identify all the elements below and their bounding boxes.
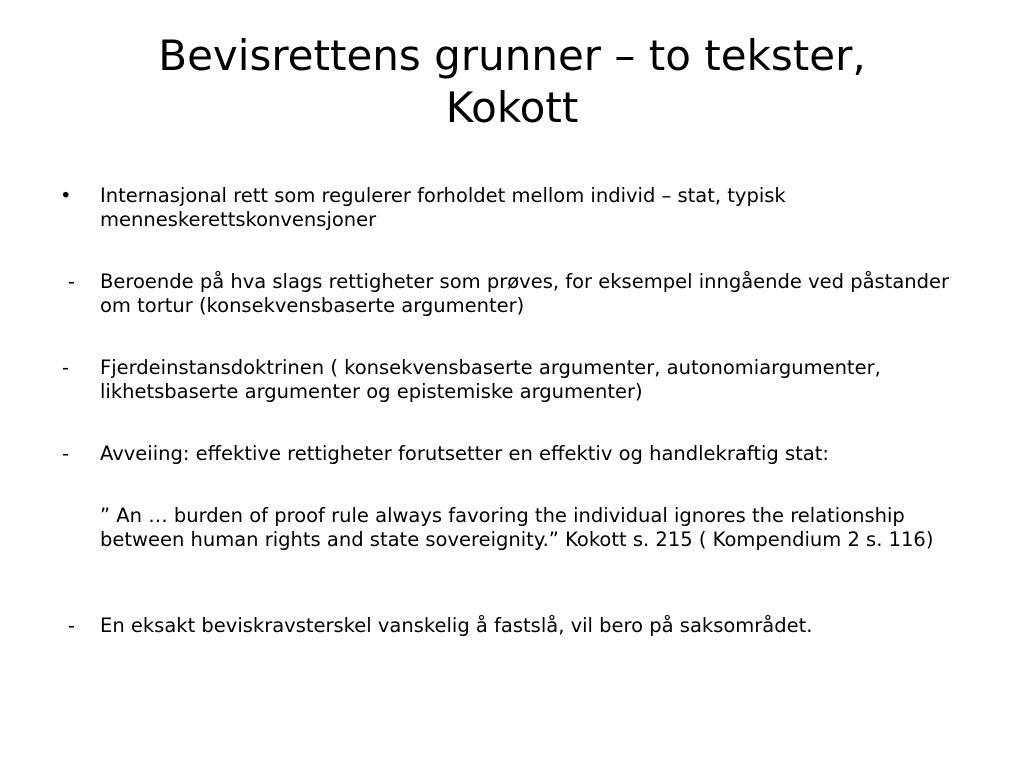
slide-title-line-2: Kokott xyxy=(445,83,579,132)
dash-marker: - xyxy=(62,356,70,379)
bullet-marker: • xyxy=(60,184,72,207)
bullet-item-international-law: Internasjonal rett som regulerer forholdet mellom individ – stat, typisk menneskerettskonvensjoner xyxy=(100,184,786,231)
slide-title-line-1: Bevisrettens grunner – to tekster, xyxy=(158,31,866,80)
dash-marker: - xyxy=(68,270,76,293)
dash-item-rights-tested: Beroende på hva slags rettigheter som prøves, for eksempel inngående ved påstander om tortur (konsekvensbaserte argumenter) xyxy=(100,270,950,317)
dash-item-balancing: Avveiing: effektive rettigheter forutsetter en effektiv og handlekraftig stat: xyxy=(100,442,829,465)
dash-item-fourth-instance-doctrine: Fjerdeinstansdoktrinen ( konsekvensbaserte argumenter, autonomiargumenter, likhetsbaserte argumenter og epistemiske argumenter) xyxy=(100,356,881,403)
dash-item-proof-threshold: En eksakt beviskravsterskel vanskelig å fastslå, vil bero på saksområdet. xyxy=(100,614,813,637)
quotation-kokott: ” An … burden of proof rule always favoring the individual ignores the relationship between human rights and state sovereignity.” Kokott s. 215 ( Kompendium 2 s. 116) xyxy=(100,504,934,551)
dash-marker: - xyxy=(68,614,76,637)
slide-title xyxy=(60,30,964,134)
dash-marker: - xyxy=(62,442,70,465)
